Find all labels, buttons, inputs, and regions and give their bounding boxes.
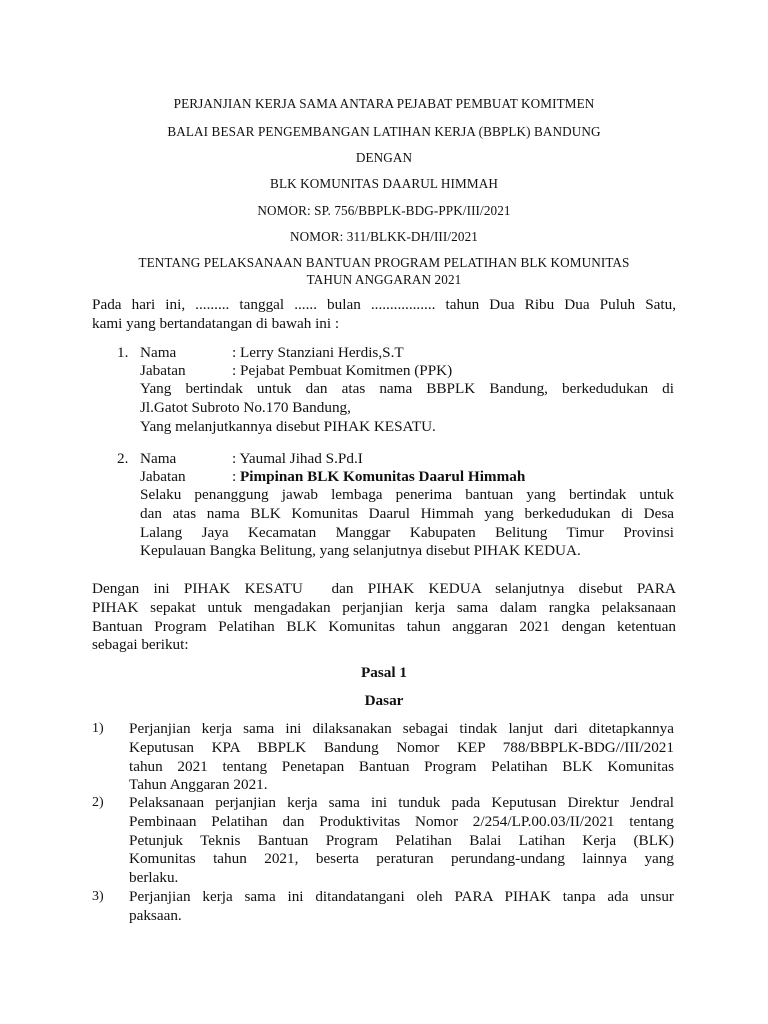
pasal-item-3-line-2: paksaan. <box>129 906 182 924</box>
party-2-title-row <box>140 468 525 487</box>
pasal-item-2-line-1: Pelaksanaan perjanjian kerja sama ini tunduk pada Keputusan Direktur Jendral <box>129 794 674 811</box>
party-2-desc-line-2: dan atas nama BLK Komunitas Daarul Himmah yang berkedudukan di Desa <box>140 504 674 522</box>
agreement-line-4: sebagai berikut: <box>92 636 189 654</box>
party-1-desc-line-3: Yang melanjutkannya disebut PIHAK KESATU. <box>140 417 436 435</box>
intro-line-1: Pada hari ini, ......... tanggal ...... bulan ................. tahun Dua Ribu Dua Puluh Satu, <box>92 296 676 313</box>
pasal-item-1-line-3: tahun 2021 tentang Penetapan Bantuan Program Pelatihan BLK Komunitas <box>129 757 674 775</box>
party-2-number: 2. <box>117 450 129 467</box>
party-2-name-label: Nama <box>140 450 177 467</box>
doc-subject-line-1: TENTANG PELAKSANAAN BANTUAN PROGRAM PELATIHAN BLK KOMUNITAS <box>138 255 630 270</box>
pasal-item-2-number: 2) <box>92 795 104 810</box>
pasal-item-3-line-1: Perjanjian kerja sama ini ditandatangani oleh PARA PIHAK tanpa ada unsur <box>129 888 674 905</box>
doc-title-line-2: BALAI BESAR PENGEMBANGAN LATIHAN KERJA (BBPLK) BANDUNG <box>167 124 601 139</box>
doc-title-line-1: PERJANJIAN KERJA SAMA ANTARA PEJABAT PEMBUAT KOMITMEN <box>173 96 595 111</box>
pasal-item-1-line-4: Tahun Anggaran 2021. <box>129 776 268 794</box>
pasal-item-3-text <box>129 888 674 926</box>
party-2-title-colon: : <box>232 468 241 485</box>
agreement-line-1: Dengan ini PIHAK KESATU dan PIHAK KEDUA selanjutnya disebut PARA <box>92 580 676 597</box>
party-1-description <box>140 380 674 436</box>
party-1-desc-line-2: Jl.Gatot Subroto No.170 Bandung, <box>140 398 351 416</box>
party-1-desc-line-1: Yang bertindak untuk dan atas nama BBPLK Bandung, berkedudukan di <box>140 380 674 397</box>
party-2-name-value: : Yaumal Jihad S.Pd.I <box>232 450 363 467</box>
party-1-title-label: Jabatan <box>140 362 186 379</box>
pasal-item-2-line-3: Petunjuk Teknis Bantuan Program Pelatihan Balai Latihan Kerja (BLK) <box>129 831 674 849</box>
intro-line-2: kami yang bertandatangan di bawah ini : <box>92 314 340 332</box>
party-1-name-row <box>140 344 404 363</box>
agreement-line-3: Bantuan Program Pelatihan BLK Komunitas tahun anggaran 2021 dengan ketentuan <box>92 617 676 635</box>
party-2-title-value: Pimpinan BLK Komunitas Daarul Himmah <box>240 468 526 485</box>
party-2-desc-line-1: Selaku penanggung jawab lembaga penerima bantuan yang bertindak untuk <box>140 486 674 503</box>
pasal-item-1-line-1: Perjanjian kerja sama ini dilaksanakan sebagai tindak lanjut dari ditetapkannya <box>129 720 674 737</box>
doc-subject-line-2: TAHUN ANGGARAN 2021 <box>306 272 462 287</box>
agreement-paragraph <box>92 580 676 655</box>
pasal-item-1-number: 1) <box>92 721 104 736</box>
pasal-item-1-text <box>129 720 674 795</box>
pasal-subtitle: Dasar <box>364 692 404 709</box>
pasal-item-3-number: 3) <box>92 889 104 904</box>
party-1-number: 1. <box>117 344 129 361</box>
pasal-item-2-line-5: berlaku. <box>129 869 179 887</box>
party-2-name-row <box>140 450 363 469</box>
pasal-item-1-line-2: Keputusan KPA BBPLK Bandung Nomor KEP 788/BBPLK-BDG//III/2021 <box>129 738 674 756</box>
doc-number-1: NOMOR: SP. 756/BBPLK-BDG-PPK/III/2021 <box>257 203 511 218</box>
party-2-title-label: Jabatan <box>140 468 186 485</box>
pasal-item-2-line-2: Pembinaan Pelatihan dan Produktivitas Nomor 2/254/LP.00.03/II/2021 tentang <box>129 812 674 830</box>
party-1-name-value: : Lerry Stanziani Herdis,S.T <box>232 344 404 361</box>
pasal-title: Pasal 1 <box>361 664 407 681</box>
party-1-title-row <box>140 362 452 381</box>
party-1-name-label: Nama <box>140 344 177 361</box>
party-2-desc-line-3: Lalang Jaya Kecamatan Manggar Kabupaten Belitung Timur Provinsi <box>140 523 674 541</box>
pasal-item-2-text <box>129 794 674 888</box>
agreement-line-2: PIHAK sepakat untuk mengadakan perjanjian kerja sama dalam rangka pelaksanaan <box>92 598 676 616</box>
party-2-desc-line-4: Kepulauan Bangka Belitung, yang selanjutnya disebut PIHAK KEDUA. <box>140 542 581 560</box>
doc-title-line-3: DENGAN <box>355 150 413 165</box>
doc-number-2: NOMOR: 311/BLKK-DH/III/2021 <box>290 229 478 244</box>
doc-title-line-4: BLK KOMUNITAS DAARUL HIMMAH <box>270 176 498 191</box>
party-2-description <box>140 486 674 561</box>
party-1-title-value: : Pejabat Pembuat Komitmen (PPK) <box>232 362 453 379</box>
pasal-item-2-line-4: Komunitas tahun 2021, beserta peraturan perundang-undang lainnya yang <box>129 850 674 868</box>
intro-paragraph <box>92 296 676 334</box>
